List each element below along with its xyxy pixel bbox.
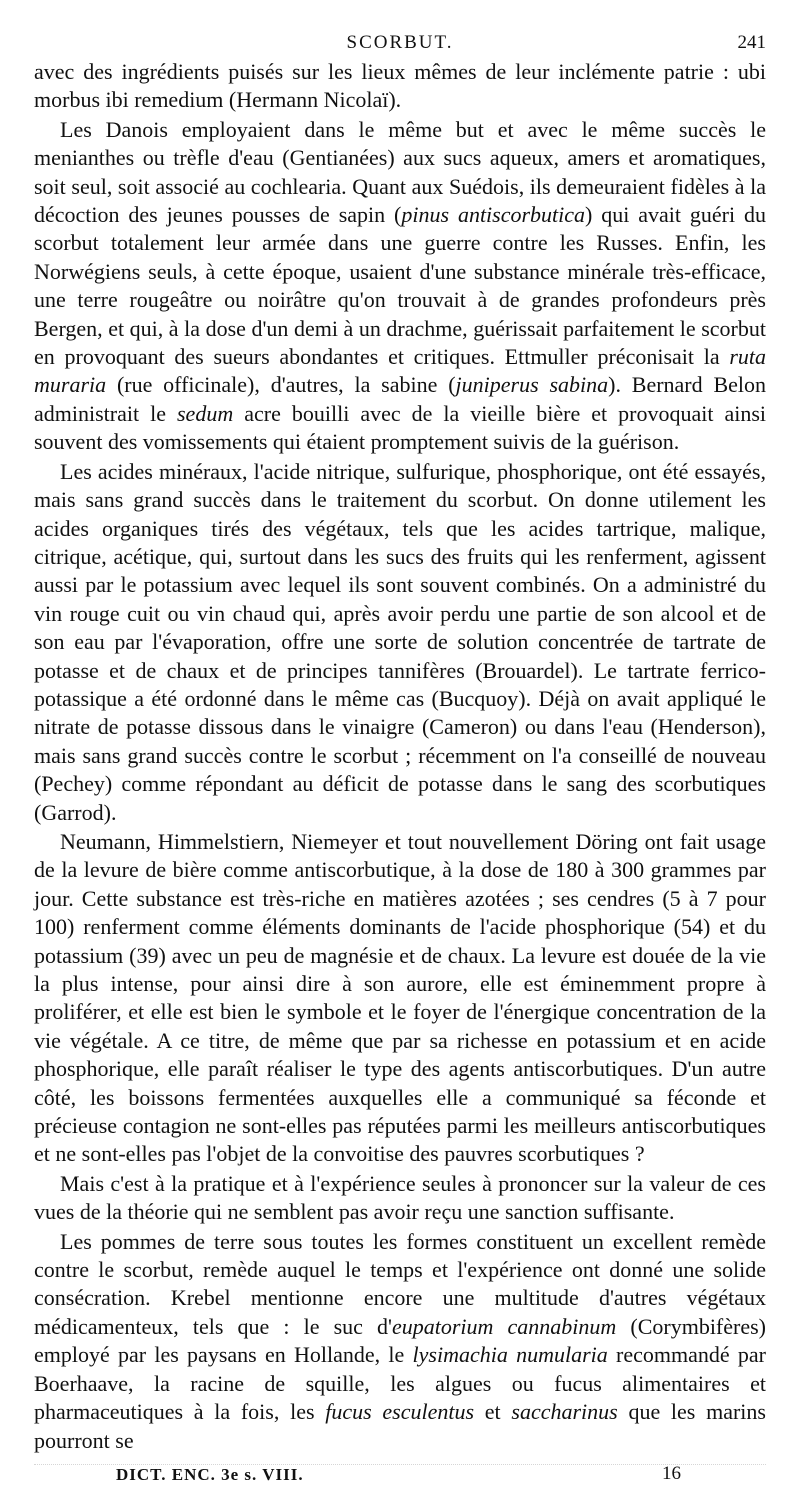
paragraph-p4 <box>34 1170 766 1227</box>
text-run: Neumann, Himmelstiern, Niemeyer et tout nouvellement Döring ont fait usage de la levure de bière comme antiscorbutique, à la dose de 180 à 300 grammes par jour. Cette substance est très-riche en matières azotées ; ses cendres (5 à 7 pour 100) renferment comme éléments dominants de l'acide phosphorique (54) et du potassium (39) avec un peu de magnésie et de chaux. La levure est douée de la vie la plus intense, pour ainsi dire à son aurore, elle est éminemment propre à proliférer, et elle est bien le symbole et le foyer de l'énergique concentration de la vie végétale. A ce titre, de même que par sa richesse en potassium et en acide phosphorique, elle paraît réaliser le type des agents antiscorbutiques. D'un autre côté, les boissons fermentées auxquelles elle a communiqué sa féconde et précieuse contagion ne sont-elles pas réputées parmi les meilleurs antiscorbutiques et ne sont-elles pas l'objet de la convoitise des pauvres scorbutiques ? <box>34 828 766 1167</box>
text-run: Mais c'est à la pratique et à l'expérience seules à prononcer sur la valeur de ces vues de la théorie qui ne semblent pas avoir reçu une sanction suffisante. <box>34 1170 766 1225</box>
paragraph-p3 <box>34 828 766 1169</box>
book-page <box>34 28 766 1493</box>
paragraph-p5 <box>34 1228 766 1455</box>
text-run: avec des ingrédients puisés sur les lieux mêmes de leur inclémente patrie : ubi morbus ibi remedium (Hermann Nicolaï). <box>34 59 766 113</box>
page-number: 241 <box>737 32 766 53</box>
italic-term: saccharinus <box>511 1399 618 1425</box>
paragraph-p0 <box>34 58 766 115</box>
text-run: et <box>474 1399 512 1425</box>
sheet-number: 16 <box>662 1462 681 1484</box>
italic-term: eupatorium cannabinum <box>391 1313 617 1339</box>
page-body <box>34 58 766 1455</box>
italic-term: juniperus sabina <box>455 372 609 398</box>
text-run: recommandé par Boerhaave, la racine de squille, les algues ou fucus alimentaires et pharmaceutiques à la fois, les <box>34 1342 766 1425</box>
italic-term: ruta muraria <box>34 344 766 398</box>
italic-term: pinus antiscorbutica <box>401 202 586 228</box>
paragraph-p1 <box>34 116 766 457</box>
text-run: Les Danois employaient dans le même but et avec le même succès le menianthes ou trèfle d'eau (Gentianées) aux sucs aqueux, amers et aromatiques, soit seul, soit associé au cochlearia. Quant aux Suédois, ils demeuraient fidèles à la décoction des jeunes pousses de sapin ( <box>34 116 766 228</box>
running-header <box>34 28 766 58</box>
text-run: Les pommes de terre sous toutes les formes constituent un excellent remède contre le scorbut, remède auquel le temps et l'expérience ont donné une solide consécration. Krebel mentionne encore une multitude d'autres végétaux médicamenteux, tels que : le suc d' <box>34 1228 766 1339</box>
text-run: que les marins pourront se <box>34 1399 766 1453</box>
printer-signature: DICT. ENC. 3e s. VIII. <box>116 1464 304 1484</box>
italic-term: sedum <box>177 400 234 426</box>
italic-term: fucus esculentus <box>325 1399 475 1425</box>
text-run: acre bouilli avec de la vieille bière et provoquait ainsi souvent des vomissements qui étaient promptement suivis de la guérison. <box>34 400 767 455</box>
paragraph-p2 <box>34 458 766 827</box>
italic-term: lysimachia numularia <box>412 1342 608 1368</box>
text-run: Les acides minéraux, l'acide nitrique, sulfurique, phosphorique, ont été essayés, mais sans grand succès dans le traitement du scorbut. On donne utilement les acides organiques tirés des végétaux, tels que les acides tartrique, malique, citrique, acétique, qui, surtout dans les sucs des fruits qui les renferment, agissent aussi par le potassium avec lequel ils sont souvent combinés. On a administré du vin rouge cuit ou vin chaud qui, après avoir perdu une partie de son alcool et de son eau par l'évaporation, offre une sorte de solution concentrée de tartrate de potasse et de chaux et de principes tannifères (Brouardel). Le tartrate ferrico-potassique a été ordonné dans le même cas (Bucquoy). Déjà on avait appliqué le nitrate de potasse dissous dans le vinaigre (Cameron) ou dans l'eau (Henderson), mais sans grand succès contre le scorbut ; récemment on l'a conseillé de nouveau (Pechey) comme répondant au déficit de potasse dans le sang des scorbutiques (Garrod). <box>34 458 766 825</box>
text-run: (rue officinale), d'autres, la sabine ( <box>106 372 456 398</box>
text-run: ). Bernard Belon administrait le <box>34 372 766 426</box>
bottom-margin-specks <box>34 1464 766 1471</box>
running-title: SCORBUT. <box>346 32 454 53</box>
text-run: ) qui avait guéri du scorbut totalement leur armée dans une guerre contre les Russes. Enfin, les Norwégiens seuls, à cette époque, usaient d'une substance minérale très-efficace, une terre rougeâtre ou noirâtre qu'on trouvait à de grandes profondeurs près Bergen, et qui, à la dose d'un demi à un drachme, guérissait parfaitement le scorbut en provoquant des sueurs abondantes et critiques. Ettmuller préconisait la <box>34 202 766 370</box>
text-run: (Corymbifères) employé par les paysans en Hollande, le <box>34 1313 767 1368</box>
